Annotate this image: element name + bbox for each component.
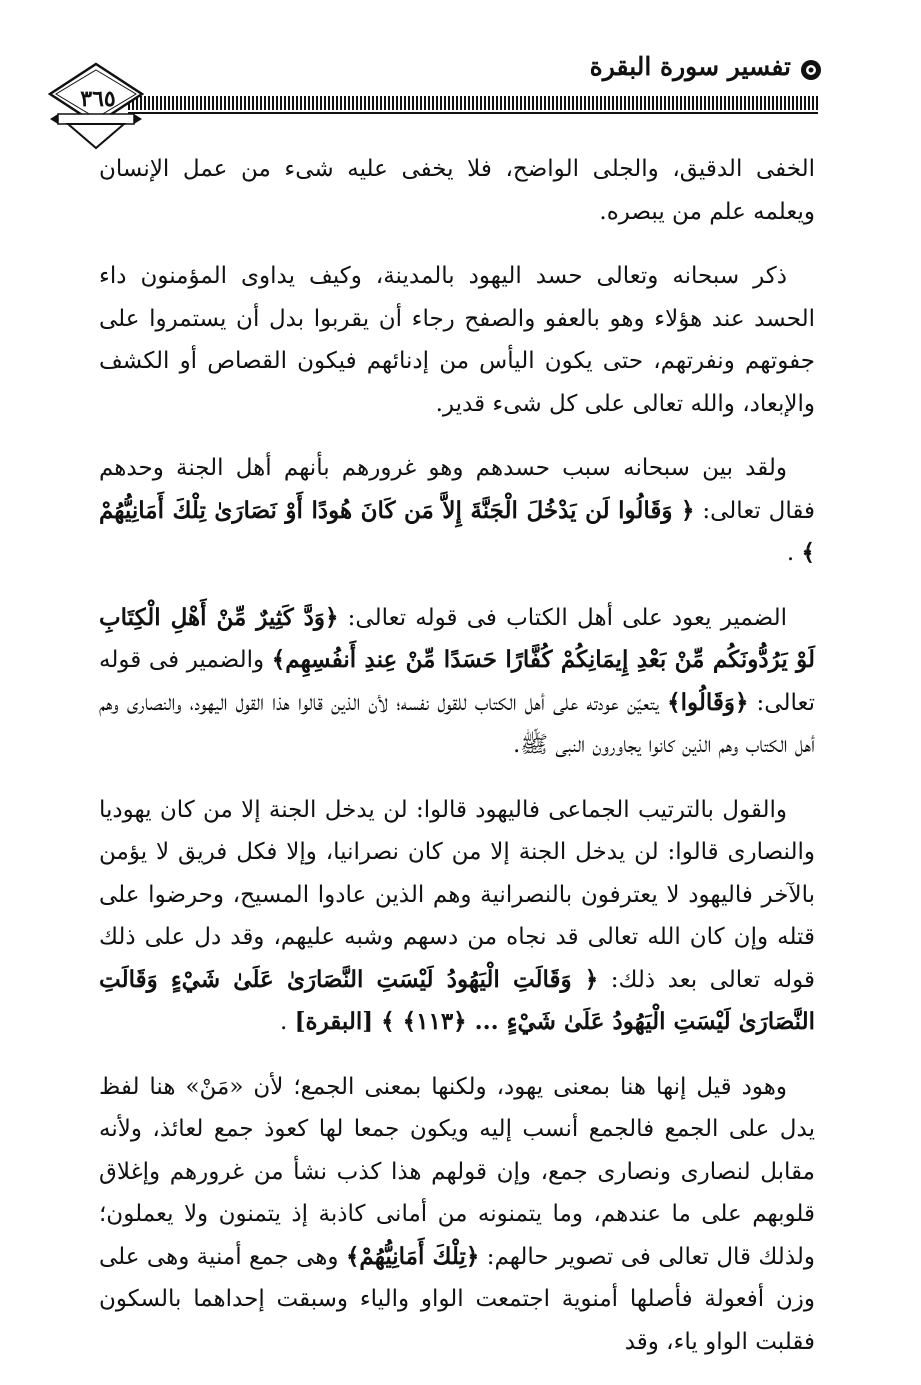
quran-verse: ﴿وَدَّ كَثِيرٌ مِّنْ أَهْلِ الْكِتَابِ لَوْ يَرُدُّونَكُم مِّنْ بَعْدِ إِيمَانِكُمْ كُفَّارًا حَسَدًا مِّنْ عِندِ أَنفُسِهِم﴾ <box>99 603 815 673</box>
paragraph <box>99 597 815 767</box>
paragraph <box>99 148 815 233</box>
quran-verse: ﴿تِلْكَ أَمَانِيُّهُمْ﴾ <box>345 1242 480 1270</box>
commentary-text: وهود قيل إنها هنا بمعنى يهود، ولكنها بمعنى الجمع؛ لأن «مَنْ» هنا لفظ يدل على الجمع فالجمع أنسب إليه ويكون جمعا لها كعوذ جمع لعائذ، ولأنه مقابل لنصارى ونصارى جمع، وإن قولهم هذا كذب نشأ من غرورهم وإغلاق قلوبهم على ما عندهم، وما يتمنونه من أمانى كاذبة إذ يتمنون ولا يعملون؛ ولذلك قال تعالى فى تصوير حالهم: <box>99 1073 816 1270</box>
paragraph <box>99 789 815 1044</box>
header-rule-line <box>128 112 818 114</box>
paragraph <box>99 447 815 575</box>
quran-verse: ﴿وَقَالُوا﴾ <box>667 688 749 716</box>
header-rule <box>128 96 818 110</box>
paragraph <box>99 255 815 425</box>
commentary-text: . <box>280 1009 295 1035</box>
paragraph <box>99 1066 815 1364</box>
quran-verse: ﴿ وَقَالَتِ الْيَهُودُ لَيْسَتِ النَّصَارَىٰ عَلَىٰ شَيْءٍ وَقَالَتِ النَّصَارَىٰ لَيْسَتِ الْيَهُودُ عَلَىٰ شَيْءٍ ... ﴿١١٣﴾ ﴾ [البقرة] <box>99 965 815 1035</box>
commentary-text: الخفى الدقيق، والجلى الواضح، فلا يخفى عليه شىء من عمل الإنسان ويعلمه علم من يبصره. <box>99 156 815 225</box>
ornament-icon <box>799 58 823 82</box>
quran-verse: ﴿ وَقَالُوا لَن يَدْخُلَ الْجَنَّةَ إِلاَّ مَن كَانَ هُودًا أَوْ نَصَارَىٰ تِلْكَ أَمَانِيُّهُمْ ﴾ <box>99 496 815 566</box>
commentary-text: يتعيّن عودته على أهل الكتاب للقول نفسه؛ لأن الذين قالوا هذا القول اليهود، والنصارى وهم أهل الكتاب وهم الذين كانوا يجاورون النبى ﷺ. <box>99 689 815 758</box>
page-body <box>99 148 815 1385</box>
commentary-text: الضمير يعود على أهل الكتاب فى قوله تعالى: <box>338 604 788 631</box>
chapter-title: تفسير سورة البقرة <box>589 52 791 81</box>
commentary-text: ذكر سبحانه وتعالى حسد اليهود بالمدينة، وكيف يداوى المؤمنون داء الحسد عند هؤلاء وهو بالعفو والصفح رجاء أن يقربوا بدل أن يستمروا على جفوتهم ونفرتهم، حتى يكون اليأس من إدنائهم فيكون القصاص أو الكشف والإبعاد، والله تعالى على كل شىء قدير. <box>99 263 815 417</box>
commentary-text: والقول بالترتيب الجماعى فاليهود قالوا: لن يدخل الجنة إلا من كان يهوديا والنصارى قالوا: لن يدخل الجنة إلا من كان نصرانيا، وإلا فكل فريق لا يؤمن بالآخر فاليهود لا يعترفون بالنصرانية وهم الذين عادوا المسيح، وحرضوا على قتله وإن كان الله تعالى قد نجاه من دسهم وشبه عليهم، وقد دل على ذلك قوله تعالى بعد ذلك: <box>99 796 815 993</box>
commentary-text: والضمير فى قوله تعالى: <box>99 647 815 716</box>
commentary-text: . <box>786 540 802 566</box>
page-header <box>0 0 921 150</box>
page-number: ٣٦٥ <box>80 86 116 112</box>
commentary-text: ولقد بين سبحانه سبب حسدهم وهو غرورهم بأنهم أهل الجنة وحدهم فقال تعالى: <box>99 455 815 524</box>
commentary-text: وهى جمع أمنية وهى على وزن أفعولة فأصلها أمنوية اجتمعت الواو والياء وسبقت إحداهما بالسكون فقلبت الواو ياء، وقد <box>99 1243 815 1355</box>
